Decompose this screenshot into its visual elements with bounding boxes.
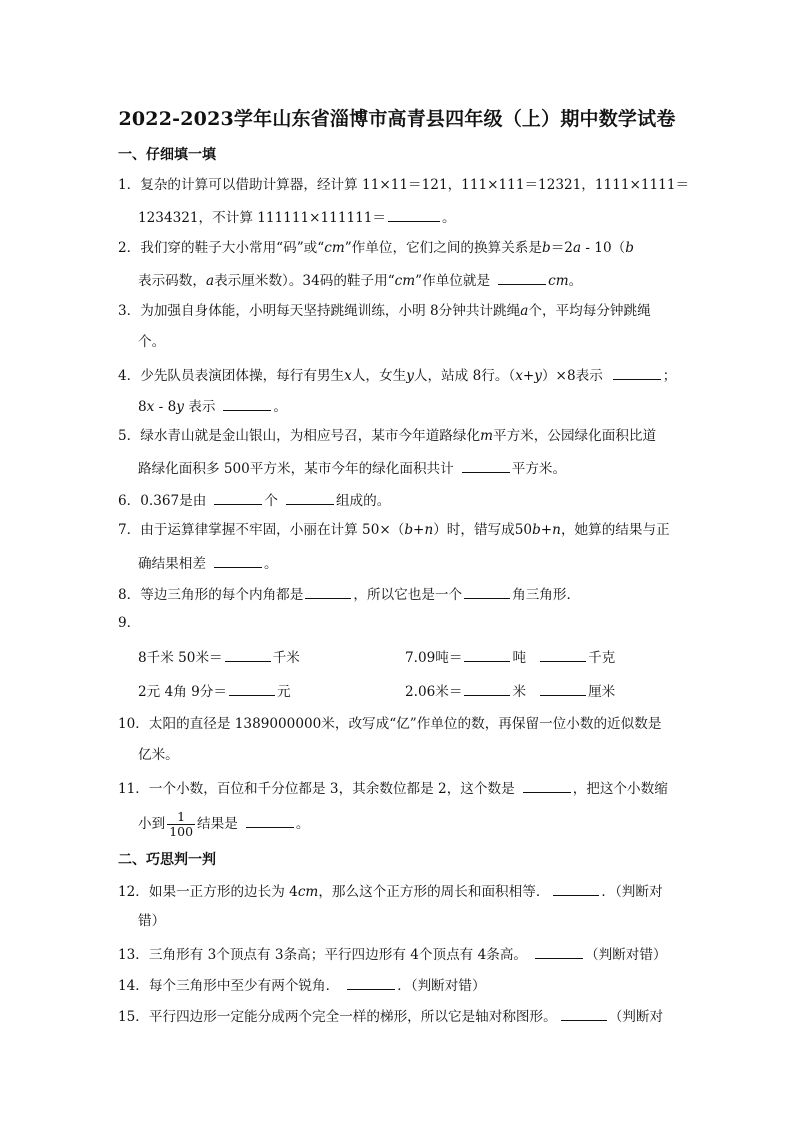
question-1-line-1: 1．复杂的计算可以借助计算器，经计算 11×11＝121，111×111＝12321，1111×1111＝	[118, 177, 690, 193]
variable-b: b	[404, 522, 414, 538]
section-heading-fill: 一、仔细填一填	[118, 147, 216, 163]
question-11-line-2	[138, 806, 309, 842]
question-6-text: 个	[264, 493, 278, 509]
question-4-text: 人，女生	[351, 368, 407, 384]
question-7-line-2	[138, 553, 278, 573]
variable-y: y	[534, 368, 542, 384]
question-11-text: ，把这个小数缩	[572, 781, 668, 797]
question-4-text: - 8	[154, 399, 177, 415]
question-4-text: 表示	[183, 399, 216, 415]
question-12-text: ．（判断对	[601, 884, 663, 900]
question-9-text: 千米	[272, 650, 300, 666]
question-3-text: 3．为加强自身体能，小明每天坚持跳绳训练，小明 8分钟共计跳绳	[118, 303, 521, 319]
question-4-end: 。	[273, 399, 288, 415]
question-9-number: 9．	[118, 615, 141, 631]
question-4-text: 4．少先队员表演团体操，每行有男生	[118, 368, 345, 384]
question-9-row-2-right	[405, 681, 615, 701]
question-10-line-2: 亿米。	[138, 747, 179, 763]
fraction-one-hundredth	[167, 810, 195, 839]
answer-blank[interactable]	[462, 458, 510, 473]
question-2-text: 2．我们穿的鞋子大小常用“码”或“	[118, 240, 325, 256]
question-5-line-1	[118, 427, 656, 445]
question-2-text: ＝2	[550, 240, 573, 256]
answer-blank[interactable]	[347, 975, 395, 990]
answer-blank[interactable]	[464, 584, 510, 599]
question-7-text: ）时，错写成50	[433, 522, 533, 538]
question-9-text: 吨	[512, 650, 527, 666]
question-2-text: 表示厘米数）。34码的鞋子用“	[214, 273, 395, 289]
question-2-text: ”作单位，它们之间的换算关系是	[344, 240, 542, 256]
question-4-line-1	[118, 365, 676, 385]
unit-cm: cm	[324, 240, 345, 256]
page-title: 2022-2023学年山东省淄博市高青县四年级（上）期中数学试卷	[118, 108, 676, 130]
answer-blank[interactable]	[214, 553, 262, 568]
question-6-text: 组成的。	[335, 493, 391, 509]
question-3-line-1	[118, 302, 651, 320]
variable-y: y	[406, 368, 414, 384]
fraction-numerator: 1	[167, 810, 195, 825]
question-4-text: 人，站成 8行。（	[413, 368, 516, 384]
question-13-text: （判断对错）	[585, 947, 667, 963]
question-9-text: 元	[276, 684, 291, 700]
question-15-text: 15．平行四边形一定能分成两个完全一样的梯形，所以它是轴对称图形。	[118, 1009, 557, 1025]
question-8-text: 8．等边三角形的每个内角都是	[118, 587, 304, 603]
question-14-text: ．（判断对错）	[397, 978, 486, 994]
question-10-line-1: 10．太阳的直径是 1389000000米，改写成“亿”作单位的数，再保留一位小数的近似数是	[118, 716, 662, 732]
question-4-text: ；	[662, 368, 677, 384]
question-9-text: 2.06米＝	[405, 684, 463, 700]
question-7-text: ，她算的结果与正	[560, 522, 670, 538]
unit-cm: cm	[297, 884, 319, 900]
answer-blank[interactable]	[214, 490, 262, 505]
answer-blank[interactable]	[225, 647, 271, 662]
answer-blank[interactable]	[246, 813, 294, 828]
answer-blank[interactable]	[553, 881, 599, 896]
variable-x: x	[515, 368, 523, 384]
question-4-text: ）×8表示	[541, 368, 603, 384]
question-5-text: 平方米。	[511, 461, 567, 477]
question-2-line-1	[118, 239, 634, 257]
question-14-text: 14．每个三角形中至少有两个锐角．	[118, 978, 340, 994]
answer-blank[interactable]	[540, 681, 586, 696]
question-5-text: 平方米，公园绿化面积比道	[492, 428, 657, 444]
plus-sign: +	[413, 522, 425, 538]
answer-blank[interactable]	[305, 584, 351, 599]
question-5-text: 路绿化面积多 500平方米，某市今年的绿化面积共计	[138, 461, 454, 477]
answer-blank[interactable]	[561, 1006, 607, 1021]
variable-x: x	[146, 399, 155, 415]
variable-n: n	[552, 522, 561, 538]
plus-sign: +	[522, 368, 535, 384]
question-15-text: （判断对	[608, 1009, 664, 1025]
question-9-text: 2元 4角 9分＝	[138, 684, 227, 700]
question-8	[118, 584, 580, 604]
question-9-row-1-left	[138, 647, 300, 667]
question-4-line-2	[138, 396, 287, 416]
question-12-line-2: 错）	[138, 913, 166, 929]
question-4-text: 8	[138, 399, 147, 415]
answer-blank[interactable]	[286, 490, 334, 505]
question-9-text: 8千米 50米＝	[138, 650, 223, 666]
answer-blank[interactable]	[388, 207, 440, 222]
question-12-line-1	[118, 881, 663, 901]
variable-y: y	[176, 399, 184, 415]
question-7-end: 。	[263, 556, 278, 572]
question-2-line-2	[138, 270, 582, 290]
answer-blank[interactable]	[464, 647, 510, 662]
question-14	[118, 975, 486, 995]
section-heading-judge: 二、巧思判一判	[118, 852, 216, 868]
answer-blank[interactable]	[535, 944, 583, 959]
question-9-text: 千克	[588, 650, 616, 666]
question-9-text: 7.09吨＝	[405, 650, 463, 666]
question-12-text: ，那么这个正方形的周长和面积相等．	[318, 884, 550, 900]
question-13-text: 13．三角形有 3个顶点有 3条高；平行四边形有 4个顶点有 4条高。	[118, 947, 528, 963]
question-12-text: 12．如果一正方形的边长为 4	[118, 884, 298, 900]
unit-cm: cm	[394, 273, 416, 289]
variable-b: b	[542, 240, 551, 256]
question-7-text: 确结果相差	[138, 556, 206, 572]
question-5-line-2	[138, 458, 566, 478]
question-1-end: 。	[442, 210, 456, 226]
variable-a: a	[205, 273, 215, 289]
question-2-text: ”作单位就是	[415, 273, 491, 289]
question-2-text: - 10（	[581, 240, 626, 256]
question-1-text: 1234321，不计算 111111×111111＝	[138, 210, 387, 226]
question-9-text: 米	[512, 684, 527, 700]
question-1-line-2	[138, 207, 456, 227]
question-15	[118, 1006, 663, 1026]
answer-blank[interactable]	[223, 396, 271, 411]
answer-blank[interactable]	[523, 778, 571, 793]
question-13	[118, 944, 667, 964]
question-11-line-1	[118, 778, 668, 798]
question-3-line-2: 个。	[138, 334, 166, 350]
plus-sign: +	[540, 522, 553, 538]
answer-blank[interactable]	[229, 681, 275, 696]
answer-blank[interactable]	[540, 647, 586, 662]
answer-blank[interactable]	[464, 681, 510, 696]
variable-a: a	[520, 303, 529, 319]
question-11-text: 小到	[138, 816, 166, 832]
question-11-end: 。	[295, 816, 310, 832]
question-3-text: 个，平均每分钟跳绳	[528, 303, 651, 319]
variable-m: m	[480, 428, 493, 444]
question-8-text: ，所以它也是一个	[353, 587, 463, 603]
question-9-text: 厘米	[588, 684, 616, 700]
question-7-text: 7．由于运算律掌握不牢固，小丽在计算 50×（	[118, 522, 405, 538]
question-5-text: 5．绿水青山就是金山银山，为相应号召，某市今年道路绿化	[118, 428, 481, 444]
question-9-row-2-left	[138, 681, 291, 701]
question-9-row-1-right	[405, 647, 615, 667]
variable-b: b	[532, 522, 541, 538]
question-11-text: 结果是	[197, 816, 238, 832]
unit-cm: cm	[548, 273, 569, 289]
variable-b: b	[625, 240, 634, 256]
question-8-text: 角三角形．	[512, 587, 581, 603]
answer-blank[interactable]	[613, 365, 661, 380]
question-2-text: 表示码数，	[138, 273, 206, 289]
fraction-denominator: 100	[169, 824, 194, 839]
answer-blank[interactable]	[498, 270, 546, 285]
variable-x: x	[344, 368, 352, 384]
question-6-text: 6．0.367是由	[118, 493, 207, 509]
question-6	[118, 490, 390, 510]
variable-n: n	[424, 522, 434, 538]
question-11-text: 11．一个小数，百位和千分位都是 3，其余数位都是 2，这个数是	[118, 781, 515, 797]
question-2-end: 。	[568, 273, 583, 289]
variable-a: a	[572, 240, 582, 256]
question-7-line-1	[118, 521, 670, 539]
